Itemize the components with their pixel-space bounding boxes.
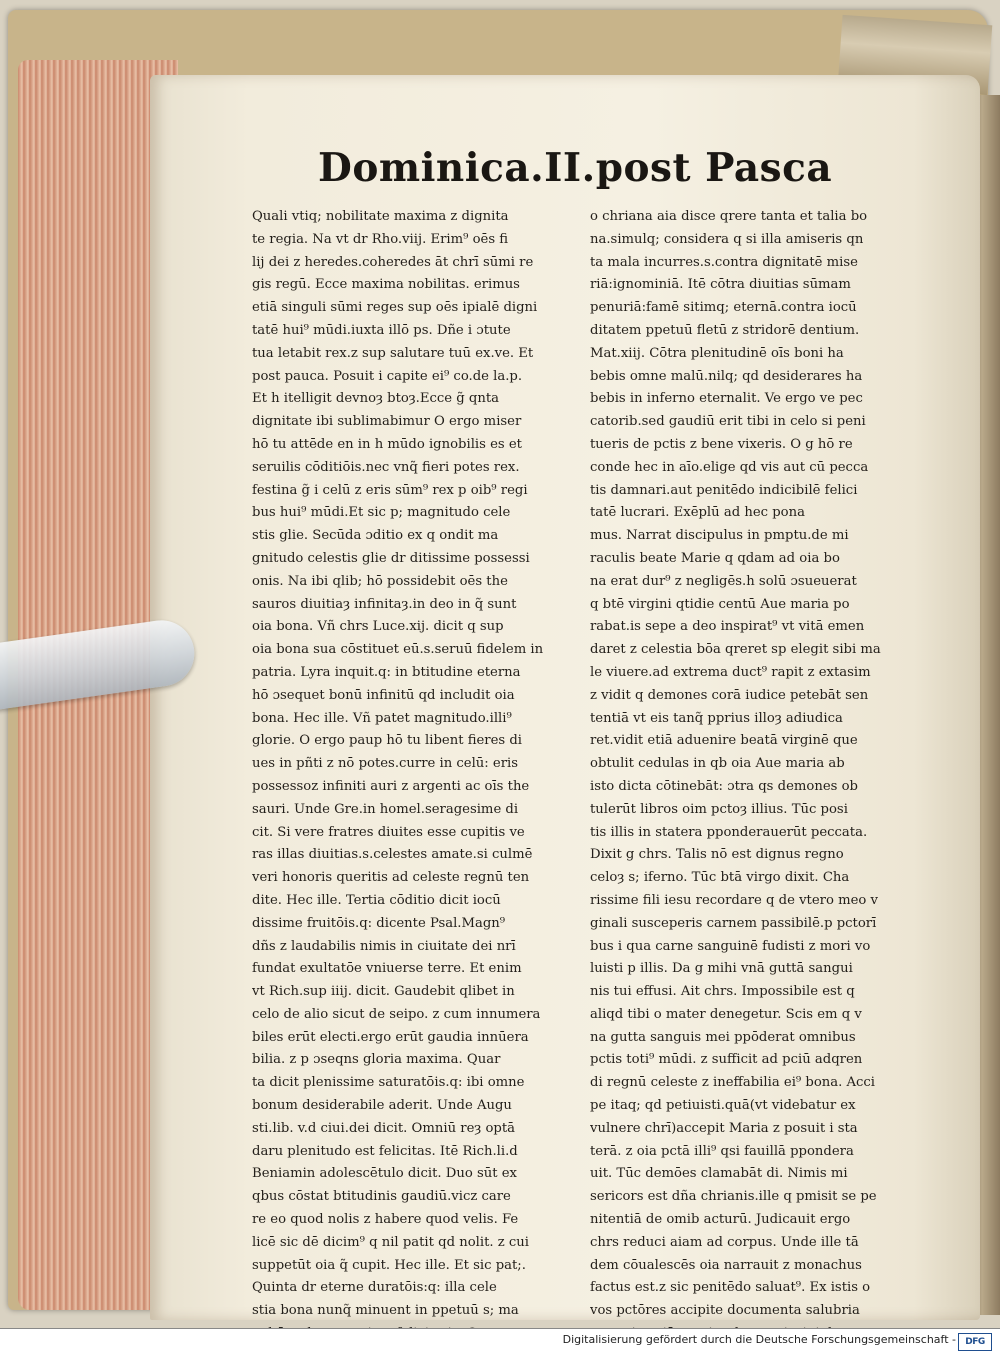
text-line: possessoz infiniti auri z argenti ac oīs the: [252, 778, 530, 794]
text-line: le viuere.ad extrema duct⁹ rapit z extasim: [590, 664, 871, 680]
page-heading: Dominica.II.post Pasca: [318, 145, 833, 191]
text-line: stis glie. Secūda ɔditio ex q ondit ma: [252, 528, 499, 544]
text-line: etiā singuli sūmi reges sup oēs ipialē digni: [252, 300, 538, 316]
text-line: z vidit q demones corā iudice petebāt sen: [590, 687, 869, 703]
text-line: licē sic dē dicim⁹ q nil patit qd nolit. z cui: [252, 1234, 529, 1250]
text-line: uit. Tūc demōes clamabāt di. Nimis mi: [590, 1166, 848, 1182]
text-line: oia bona sua cōstituet eū.s.seruū fidelem in: [252, 642, 544, 658]
text-line: Et h itelligit devnoȝ btoȝ.Ecce g̃ qnta: [252, 391, 500, 407]
text-line: bus i qua carne sanguinē fudisti z mori vo: [590, 938, 871, 954]
text-line: luisti p illis. Da g mihi vnā guttā sangui: [590, 961, 853, 977]
text-line: qbus cōstat btitudinis gaudiū.vicz care: [252, 1189, 511, 1205]
text-line: chrs reduci aiam ad corpus. Unde ille tā: [590, 1234, 859, 1250]
text-line: conde hec in aīo.elige qd vis aut cū pecca: [590, 459, 869, 475]
text-line: tis damnari.aut penitēdo indicibilē felici: [590, 482, 858, 498]
text-line: sti.lib. v.d ciui.dei dicit. Omniū reȝ optā: [252, 1120, 515, 1136]
text-line: seruilis cōditiōis.nec vnq̃ fieri potes rex.: [252, 459, 520, 475]
text-line: onis. Na ibi qlib; hō possidebit oēs the: [252, 573, 508, 589]
text-line: sericors est dña chrianis.ille q pmisit se pe: [590, 1189, 877, 1205]
text-line: aliqd tibi o mater denegetur. Scis em q v: [590, 1006, 862, 1022]
text-line: tueris de pctis z bene vixeris. O g hō re: [590, 436, 853, 452]
text-line: rabat.is sepe a deo inspirat⁹ vt vitā emen: [590, 619, 865, 635]
text-line: tis illis in statera pponderauerūt peccata.: [590, 824, 868, 840]
text-line: vt Rich.sup iiij. dicit. Gaudebit qlibet in: [252, 984, 515, 1000]
text-line: dignitate ibi sublimabimur O ergo miser: [252, 414, 522, 430]
text-line: bonum desiderabile aderit. Unde Augu: [252, 1098, 512, 1114]
text-line: rissime fili iesu recordare q de vtero meo v: [590, 892, 878, 908]
text-line: na.simulq; considera q si illa amiseris qn: [590, 231, 864, 247]
text-line: na erat dur⁹ z negligēs.h solū ɔsueuerat: [590, 573, 857, 589]
text-line: tatē hui⁹ mūdi.iuxta illō ps. Dñe i ɔtute: [252, 322, 511, 338]
text-line: riā:ignominiā. Itē cōtra diuitias sūmam: [590, 277, 851, 293]
text-line: patria. Lyra inquit.q: in btitudine eterna: [252, 664, 521, 680]
text-line: tua letabit rex.z sup salutare tuū ex.ve. Et: [252, 345, 534, 361]
text-line: te regia. Na vt dr Rho.viij. Erim⁹ oēs fi: [252, 231, 509, 247]
text-line: ginali susceperis carnem passibilē.p pctorī: [590, 915, 877, 931]
text-line: glorie. O ergo paup hō tu libent fieres di: [252, 733, 523, 749]
text-line: bus hui⁹ mūdi.Et sic p; magnitudo cele: [252, 505, 511, 521]
text-line: sauri. Unde Gre.in homel.seragesime di: [252, 801, 519, 817]
text-line: obtulit cedulas in qb oia Aue maria ab: [590, 756, 845, 772]
text-line: biles erūt electi.ergo erūt gaudia innūera: [252, 1029, 529, 1045]
text-line: Dixit g chrs. Talis nō est dignus regno: [590, 847, 844, 863]
text-line: raculis beate Marie q qdam ad oia bo: [590, 550, 840, 566]
text-line: vulnere chrī)accepit Maria z posuit i sta: [590, 1120, 858, 1136]
text-line: tatē lucrari. Exēplū ad hec pona: [590, 505, 805, 521]
funding-credit: Digitalisierung gefördert durch die Deutsche Forschungsgemeinschaft -: [562, 1333, 956, 1346]
text-line: ues in pñti z nō potes.curre in celū: eris: [252, 756, 519, 772]
text-line: vos pctōres accipite documenta salubria: [590, 1303, 860, 1319]
text-line: hō ɔsequet bonū infinitū qd includit oia: [252, 687, 515, 703]
text-line: festina g̃ i celū z eris sūm⁹ rex p oib⁹ regi: [252, 482, 528, 498]
text-line: bebis omne malū.nilq; qd desiderares ha: [590, 368, 863, 384]
footer-bar: [0, 1328, 1000, 1355]
text-line: terā. z oia pctā illi⁹ qsi fauillā ppondera: [590, 1143, 854, 1159]
text-line: Quali vtiq; nobilitate maxima z dignita: [252, 209, 509, 224]
text-line: na gutta sanguis mei ppōderat omnibus: [590, 1029, 856, 1045]
text-line: stia bona nunq̃ minuent in ppetuū s; ma: [252, 1303, 519, 1319]
text-line: lij dei z heredes.coheredes āt chrī sūmi re: [252, 254, 534, 270]
text-line: ta dicit plenissime saturatōis.q: ibi omne: [252, 1075, 525, 1091]
text-line: gnitudo celestis glie dr ditissime possessi: [252, 550, 530, 566]
text-line: ta mala incurres.s.contra dignitatē mise: [590, 254, 858, 270]
text-line: Quinta dr eterne duratōis:q: illa cele: [252, 1280, 497, 1296]
text-line: celoȝ s; iferno. Tūc btā virgo dixit. Cha: [590, 870, 850, 886]
text-line: catorib.sed gaudiū erit tibi in celo si peni: [590, 414, 866, 430]
text-line: pctis toti⁹ mūdi. z sufficit ad pciū adqren: [590, 1052, 863, 1068]
text-line: daru plenitudo est felicitas. Itē Rich.li.d: [252, 1143, 518, 1159]
right-text-column: [590, 206, 912, 1328]
text-line: q btē virgini qtidie centū Aue maria po: [590, 596, 850, 612]
text-line: mus. Narrat discipulus in pmptu.de mi: [590, 528, 849, 544]
text-line: fundat exultatōe vniuerse terre. Et enim: [252, 961, 522, 977]
text-line: oia bona. Vñ chrs Luce.xij. dicit q sup: [252, 619, 504, 635]
text-line: tentiā vt eis tanq̃ pprius illoȝ adiudica: [590, 710, 843, 726]
dfg-logo-icon: DFG: [958, 1333, 992, 1351]
text-line: isto dicta cōtinebāt: ɔtra qs demones ob: [590, 778, 858, 794]
text-line: nis tui effusi. Ait chrs. Impossibile est q: [590, 984, 855, 1000]
text-line: Beniamin adolescētulo dicit. Duo sūt ex: [252, 1166, 517, 1182]
text-line: celo de alio sicut de seipo. z cum innumera: [252, 1006, 541, 1022]
text-line: factus est.z sic penitēdo saluat⁹. Ex istis o: [590, 1280, 871, 1296]
text-line: penuriā:famē sitimq; eternā.contra iocū: [590, 300, 857, 316]
text-line: dñs z laudabilis nimis in ciuitate dei nrī: [252, 938, 516, 954]
text-line: Mat.xiij. Cōtra plenitudinē oīs boni ha: [590, 345, 844, 361]
text-line: veri honoris queritis ad celeste regnū ten: [252, 870, 530, 886]
text-line: daret z celestia bōa qreret sp elegit sibi ma: [590, 642, 881, 658]
text-line: cit. Si vere fratres diuites esse cupitis ve: [252, 824, 525, 840]
text-line: re eo quod nolis z habere quod velis. Fe: [252, 1212, 519, 1228]
text-line: dite. Hec ille. Tertia cōditio dicit iocū: [252, 892, 501, 908]
text-line: nitentiā de omib acturū. Judicauit ergo: [590, 1212, 851, 1228]
left-text-column: [252, 206, 574, 1328]
text-line: gis regū. Ecce maxima nobilitas. erimus: [252, 277, 520, 293]
text-line: tulerūt libros oim pctoȝ illius. Tūc posi: [590, 801, 848, 817]
text-line: dissime fruitōis.q: dicente Psal.Magn⁹: [252, 915, 506, 931]
text-line: ditatem ppetuū fletū z stridorē dentium.: [590, 322, 860, 338]
text-line: pe itaq; qd petiuisti.quā(vt videbatur ex: [590, 1098, 856, 1114]
text-line: hō tu attēde en in h mūdo ignobilis es et: [252, 436, 522, 452]
text-line: suppetūt oia q̃ cupit. Hec ille. Et sic pat;.: [252, 1257, 526, 1273]
text-line: bona. Hec ille. Vñ patet magnitudo.illi⁹: [252, 710, 512, 726]
text-line: sauros diuitiaȝ infinitaȝ.in deo in q̃ sunt: [252, 596, 517, 612]
text-line: o chriana aia disce qrere tanta et talia bo: [590, 209, 868, 224]
text-line: di regnū celeste z ineffabilia ei⁹ bona. Acci: [590, 1075, 876, 1091]
text-line: ret.vidit etiā aduenire beatā virginē que: [590, 733, 858, 749]
text-line: post pauca. Posuit i capite ei⁹ co.de la.p.: [252, 368, 523, 384]
text-line: dem cōualescēs oia narrauit z monachus: [590, 1257, 862, 1273]
text-line: ras illas diuitias.s.celestes amate.si culmē: [252, 847, 533, 863]
text-line: bilia. z p ɔseqns gloria maxima. Quar: [252, 1052, 501, 1068]
text-line: bebis in inferno eternalit. Ve ergo ve pec: [590, 391, 863, 407]
